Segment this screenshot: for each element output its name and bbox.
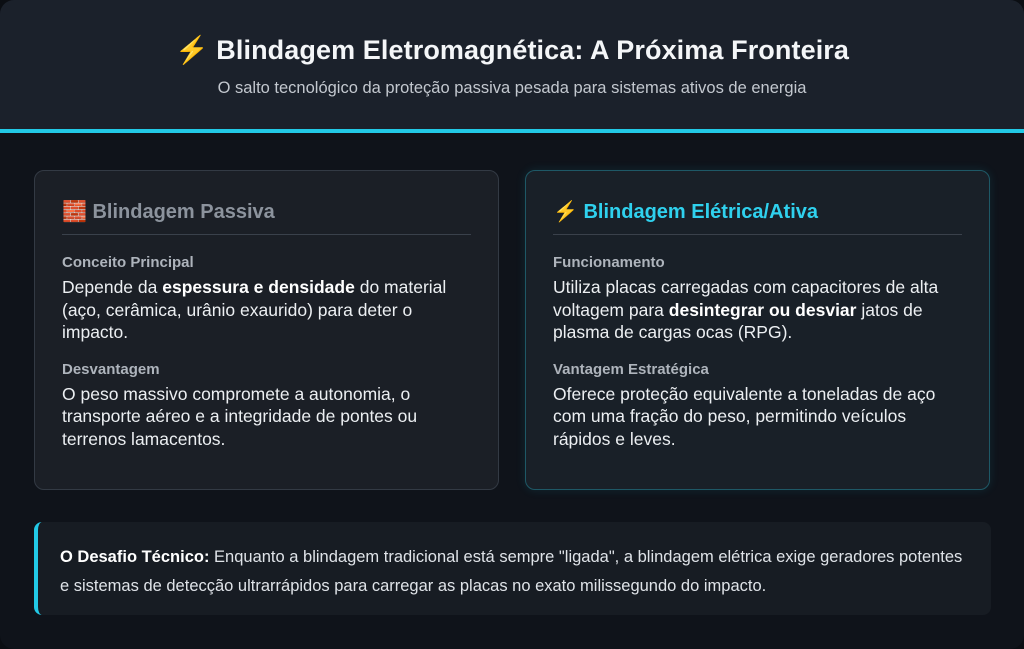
section-text-disadvantage: O peso massivo compromete a autonomia, o transporte aéreo e a integridade de pontes ou terrenos lamacentos. bbox=[62, 383, 418, 449]
text-segment: jatos de plasma de cargas ocas (RPG). bbox=[553, 299, 923, 342]
section-label-operation: Funcionamento bbox=[553, 254, 665, 271]
card-passive-armor bbox=[34, 170, 499, 490]
section-text-operation bbox=[553, 276, 962, 344]
text-emphasis: espessura e densidade bbox=[162, 277, 355, 297]
page-title bbox=[0, 34, 1024, 66]
text-segment: Utiliza placas carregadas com capacitores de alta voltagem para bbox=[553, 277, 939, 320]
header bbox=[0, 0, 1024, 133]
page-title-text: Blindagem Eletromagnética: A Próxima Fronteira bbox=[216, 35, 850, 65]
lightning-icon: ⚡ bbox=[174, 35, 209, 65]
section-label-strategic-advantage: Vantagem Estratégica bbox=[553, 360, 709, 378]
section-text-main-concept bbox=[62, 276, 471, 344]
card-title-text: Blindagem Passiva bbox=[92, 201, 275, 223]
callout-text: Enquanto a blindagem tradicional está sempre "ligada", a blindagem elétrica exige geradores potentes e sistemas de detecção ultrarrápidos para carregar as placas no exato milissegundo do impacto. bbox=[60, 548, 963, 595]
card-title bbox=[553, 199, 962, 235]
card-title bbox=[62, 199, 471, 235]
callout-label: O Desafio Técnico: bbox=[60, 548, 210, 566]
text-segment: do material (aço, cerâmica, urânio exaurido) para deter o impacto. bbox=[62, 277, 447, 342]
brick-icon: 🧱 bbox=[62, 201, 87, 223]
section-text-strategic-advantage: Oferece proteção equivalente a toneladas de aço com uma fração do peso, permitindo veículos rápidos e leves. bbox=[553, 383, 936, 449]
lightning-icon: ⚡ bbox=[553, 201, 578, 223]
text-emphasis: desintegrar ou desviar bbox=[668, 299, 857, 320]
card-title-text: Blindagem Elétrica/Ativa bbox=[583, 201, 818, 223]
section-label-main-concept: Conceito Principal bbox=[62, 254, 194, 271]
technical-challenge-callout bbox=[34, 522, 991, 615]
card-active-armor bbox=[525, 170, 990, 490]
section-label-disadvantage: Desvantagem bbox=[62, 360, 160, 378]
text-segment: Depende da bbox=[62, 277, 163, 297]
page-subtitle: O salto tecnológico da proteção passiva pesada para sistemas ativos de energia bbox=[217, 79, 807, 97]
